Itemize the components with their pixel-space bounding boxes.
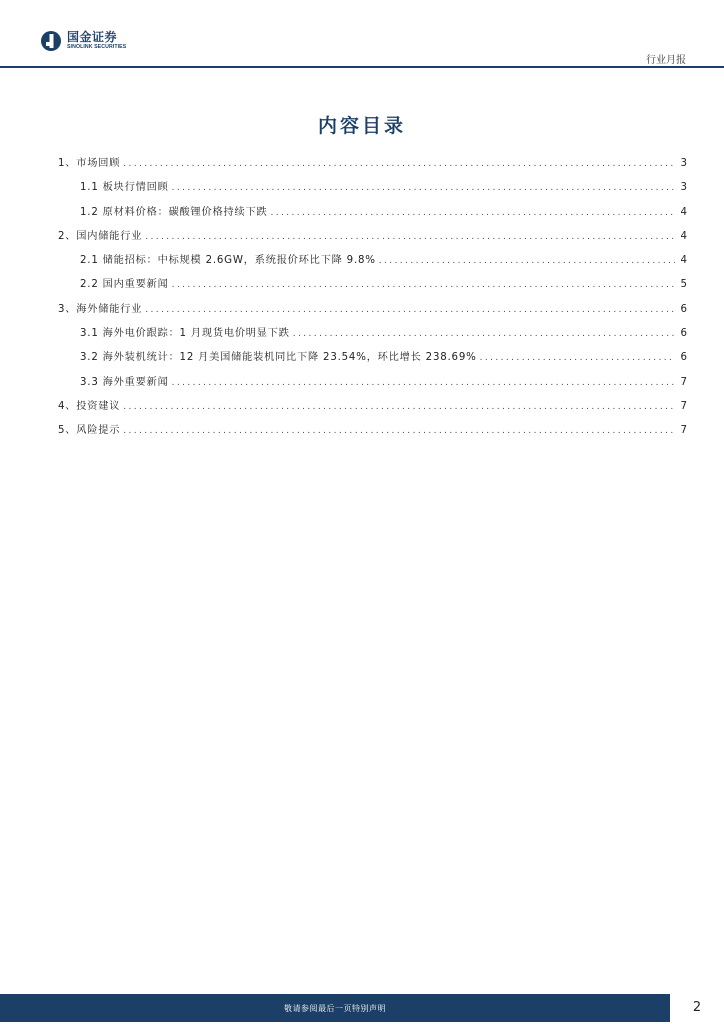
toc-entry-label: 2.2 国内重要新闻 [80, 279, 169, 291]
header-divider [0, 66, 724, 68]
toc-leader-dots [172, 378, 675, 388]
toc-entry-label: 3.3 海外重要新闻 [80, 376, 169, 388]
page-header [0, 0, 724, 70]
toc-entry-page: 5 [680, 279, 687, 291]
footer-bar [0, 994, 670, 1022]
toc-entry[interactable] [58, 348, 687, 372]
toc-entry[interactable] [58, 227, 687, 251]
logo-name-cn: 国金证券 [67, 30, 118, 45]
toc-leader-dots [480, 353, 675, 363]
toc-leader-dots [172, 183, 675, 193]
toc-entry-page: 6 [680, 328, 687, 340]
toc-leader-dots [123, 426, 675, 436]
toc-entry[interactable] [58, 324, 687, 348]
toc-entry-label: 2、国内储能行业 [58, 230, 143, 242]
toc-entry[interactable] [58, 300, 687, 324]
toc-entry-page: 7 [680, 400, 687, 412]
toc-entry-label: 3.1 海外电价跟踪：1 月现货电价明显下跌 [80, 328, 290, 340]
table-of-contents [58, 154, 687, 446]
toc-entry-page: 4 [680, 230, 687, 242]
toc-leader-dots [379, 256, 675, 266]
toc-leader-dots [293, 329, 675, 339]
page-number: 2 [692, 1000, 702, 1015]
toc-entry-page: 7 [680, 376, 687, 388]
toc-entry-label: 4、投资建议 [58, 400, 121, 412]
toc-entry-label: 1.1 板块行情回顾 [80, 182, 169, 194]
report-type-label: 行业月报 [646, 55, 686, 66]
toc-title: 内容目录 [317, 115, 406, 137]
toc-leader-dots [145, 305, 675, 315]
toc-entry[interactable] [58, 178, 687, 202]
toc-entry-label: 5、风险提示 [58, 425, 121, 437]
company-logo [40, 30, 126, 52]
toc-entry-label: 1、市场回顾 [58, 158, 121, 169]
toc-leader-dots [123, 402, 675, 412]
toc-entry[interactable] [58, 251, 687, 275]
toc-entry-page: 3 [680, 158, 687, 169]
toc-entry-label: 1.2 原材料价格：碳酸锂价格持续下跌 [80, 206, 268, 218]
toc-entry[interactable] [58, 275, 687, 299]
toc-entry-page: 4 [680, 206, 687, 218]
toc-entry-page: 4 [680, 255, 687, 267]
toc-entry-page: 7 [680, 425, 687, 437]
toc-leader-dots [123, 159, 675, 169]
toc-entry[interactable] [58, 421, 687, 445]
toc-entry-label: 3.2 海外装机统计：12 月美国储能装机同比下降 23.54%，环比增长 238.69% [80, 352, 477, 364]
logo-name-en: SINOLINK SECURITIES [67, 44, 127, 51]
disclaimer-note: 敬请参阅最后一页特别声明 [284, 1003, 386, 1013]
toc-entry-label: 3、海外储能行业 [58, 303, 143, 315]
toc-leader-dots [270, 208, 675, 218]
logo-text [67, 31, 126, 50]
toc-entry[interactable] [58, 397, 687, 421]
toc-entry-label: 2.1 储能招标：中标规模 2.6GW，系统报价环比下降 9.8% [80, 255, 376, 267]
toc-leader-dots [145, 232, 675, 242]
toc-entry[interactable] [58, 203, 687, 227]
toc-entry-page: 6 [680, 352, 687, 364]
toc-entry-page: 3 [680, 182, 687, 194]
toc-entry[interactable] [58, 373, 687, 397]
toc-leader-dots [172, 280, 675, 290]
toc-entry[interactable] [58, 154, 687, 178]
sinolink-logo-icon [40, 30, 62, 52]
toc-entry-page: 6 [680, 303, 687, 315]
